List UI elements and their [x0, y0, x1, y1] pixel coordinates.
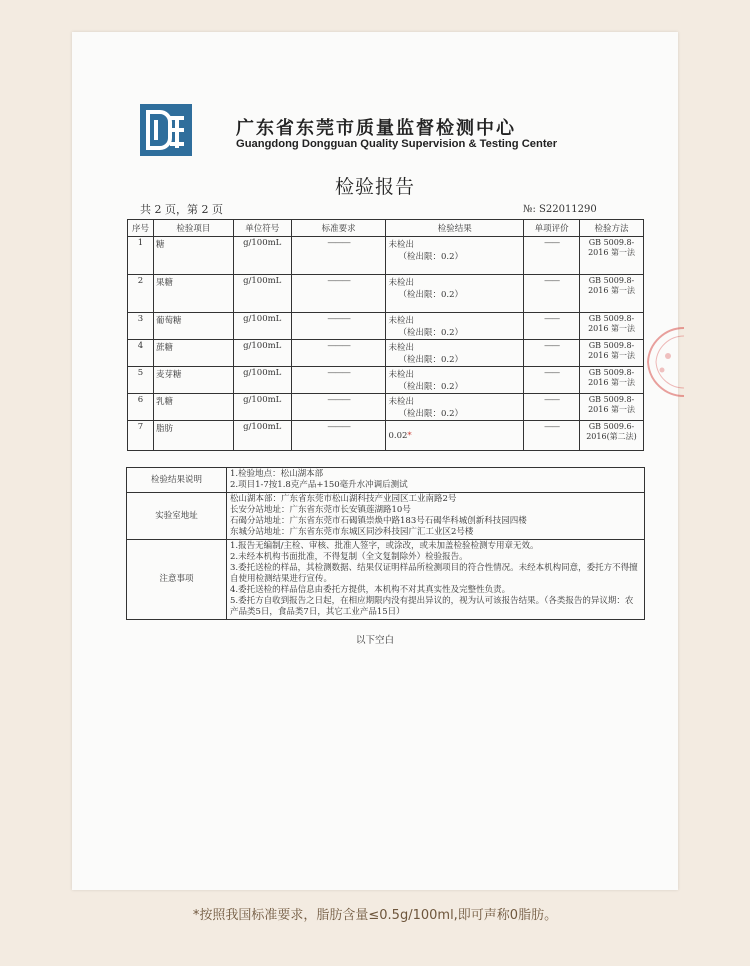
blank-below-note: 以下空白 [355, 635, 394, 646]
single-evaluation: —— [524, 394, 580, 421]
note-line: 5.委托方自收到报告之日起，在相应期限内没有提出异议的，视为认可该报告结果。（各类报告的异议期：农产品类5日，食品类7日，其它工业产品15日） [230, 596, 634, 617]
official-seal-stamp-icon [628, 326, 684, 398]
row-number: 1 [128, 237, 154, 275]
lab-address-line: 东城分站地址：广东省东莞市东城区同沙科技园广汇工业区2号楼 [230, 527, 474, 537]
test-method: GB 5009.8-2016 第一法 [580, 367, 644, 394]
unit: g/100mL [233, 237, 291, 275]
page-info: 共 2 页，第 2 页 [140, 203, 223, 216]
test-item: 乳糖 [153, 394, 233, 421]
table-row [128, 340, 644, 367]
result-value: 未检出 [388, 240, 414, 250]
results-table [127, 219, 644, 451]
row-number: 7 [128, 421, 154, 451]
lab-address-line: 长安分站地址：广东省东莞市长安镇莲湖路10号 [230, 505, 411, 515]
note-line: 2.未经本机构书面批准，不得复制（全文复制除外）检验报告。 [230, 552, 468, 562]
result-value: 未检出 [388, 343, 414, 353]
note-line: 1.报告无编制/主检、审核、批准人签字，或涂改，或未加盖检验检测专用章无效。 [230, 541, 539, 551]
table-row [128, 275, 644, 313]
test-result [386, 367, 524, 394]
standard-requirement: ——— [291, 394, 386, 421]
detection-limit: （检出限：0.2） [398, 355, 463, 365]
lab-address-line: 松山湖本部：广东省东莞市松山湖科技产业园区工业南路2号 [230, 494, 457, 504]
single-evaluation: —— [524, 237, 580, 275]
test-result [386, 340, 524, 367]
note-line: 3.委托送检的样品，其检测数据、结果仅证明样品所检测项目的符合性情况。未经本机构同意，委托方不得擅自使用检测结果进行宣传。 [230, 563, 638, 584]
test-result [386, 237, 524, 275]
row-number: 5 [128, 367, 154, 394]
org-name-cn: 广东省东莞市质量监督检测中心 [236, 118, 516, 139]
fat-claim-caption: *按照我国标准要求，脂肪含量≤0.5g/100ml,即可声称0脂肪。 [192, 908, 558, 923]
header-cell: 标准要求 [291, 220, 386, 237]
notes-label: 注意事项 [127, 540, 227, 620]
unit: g/100mL [233, 313, 291, 340]
unit: g/100mL [233, 394, 291, 421]
table-row [128, 421, 644, 451]
report-paper [72, 32, 678, 890]
notes-row [127, 540, 645, 620]
result-value: 未检出 [388, 397, 414, 407]
test-result [386, 313, 524, 340]
detection-limit: （检出限：0.2） [398, 252, 463, 262]
detection-limit: （检出限：0.2） [398, 290, 463, 300]
header-cell: 检验项目 [153, 220, 233, 237]
detection-limit: （检出限：0.2） [398, 328, 463, 338]
results-header-row [128, 220, 644, 237]
test-result [386, 394, 524, 421]
detection-limit: （检出限：0.2） [398, 409, 463, 419]
remark-line: 1.检验地点：松山湖本部 [230, 469, 324, 479]
remark-line: 2.项目1-7按1.8克产品+150毫升水冲调后测试 [230, 480, 408, 490]
lab-address-label: 实验室地址 [127, 493, 227, 540]
test-item: 蔗糖 [153, 340, 233, 367]
header-cell: 单位符号 [233, 220, 291, 237]
lab-address-row [127, 493, 645, 540]
remarks-row [127, 468, 645, 493]
test-item: 麦芽糖 [153, 367, 233, 394]
unit: g/100mL [233, 340, 291, 367]
standard-requirement: ——— [291, 340, 386, 367]
report-title: 检验报告 [334, 176, 415, 198]
test-item: 果糖 [153, 275, 233, 313]
standard-requirement: ——— [291, 367, 386, 394]
unit: g/100mL [233, 421, 291, 451]
lab-address-line: 石碣分站地址：广东省东莞市石碣镇崇焕中路183号石碣华科城创新科技园四楼 [230, 516, 527, 526]
row-number: 3 [128, 313, 154, 340]
row-number: 2 [128, 275, 154, 313]
row-number: 6 [128, 394, 154, 421]
header-cell: 序号 [128, 220, 154, 237]
remarks-content [227, 468, 645, 493]
test-method: GB 5009.8-2016 第一法 [580, 275, 644, 313]
standard-requirement: ——— [291, 313, 386, 340]
single-evaluation: —— [524, 421, 580, 451]
single-evaluation: —— [524, 367, 580, 394]
row-number: 4 [128, 340, 154, 367]
test-item: 葡萄糖 [153, 313, 233, 340]
test-method: GB 5009.8-2016 第一法 [580, 340, 644, 367]
remarks-label: 检验结果说明 [127, 468, 227, 493]
table-row [128, 237, 644, 275]
test-result [386, 275, 524, 313]
note-line: 4.委托送检的样品信息由委托方提供，本机构不对其真实性及完整性负责。 [230, 585, 511, 595]
test-method: GB 5009.8-2016 第一法 [580, 394, 644, 421]
single-evaluation: —— [524, 313, 580, 340]
lab-address-content [227, 493, 645, 540]
single-evaluation: —— [524, 275, 580, 313]
single-evaluation: —— [524, 340, 580, 367]
result-value: 未检出 [388, 278, 414, 288]
test-method: GB 5009.8-2016 第一法 [580, 313, 644, 340]
header-cell: 检验结果 [386, 220, 524, 237]
table-row [128, 394, 644, 421]
test-item: 糖 [153, 237, 233, 275]
standard-requirement: ——— [291, 421, 386, 451]
header-cell: 检验方法 [580, 220, 644, 237]
result-value: 0.02 [388, 430, 408, 441]
standard-requirement: ——— [291, 237, 386, 275]
unit: g/100mL [233, 367, 291, 394]
standard-requirement: ——— [291, 275, 386, 313]
test-item: 脂肪 [153, 421, 233, 451]
org-name-en: Guangdong Dongguan Quality Supervision & Testing Center [236, 138, 558, 150]
notes-content [227, 540, 645, 620]
detection-limit: （检出限：0.2） [398, 382, 463, 392]
center-logo-icon [140, 104, 192, 156]
test-result [386, 421, 524, 451]
unit: g/100mL [233, 275, 291, 313]
test-method: GB 5009.6-2016(第二法) [580, 421, 644, 451]
result-asterisk: * [407, 430, 412, 441]
report-number: №: S22011290 [523, 204, 597, 215]
header-cell: 单项评价 [524, 220, 580, 237]
result-value: 未检出 [388, 370, 414, 380]
result-value: 未检出 [388, 316, 414, 326]
test-method: GB 5009.8-2016 第一法 [580, 237, 644, 275]
table-row [128, 367, 644, 394]
info-table [126, 467, 645, 620]
table-row [128, 313, 644, 340]
